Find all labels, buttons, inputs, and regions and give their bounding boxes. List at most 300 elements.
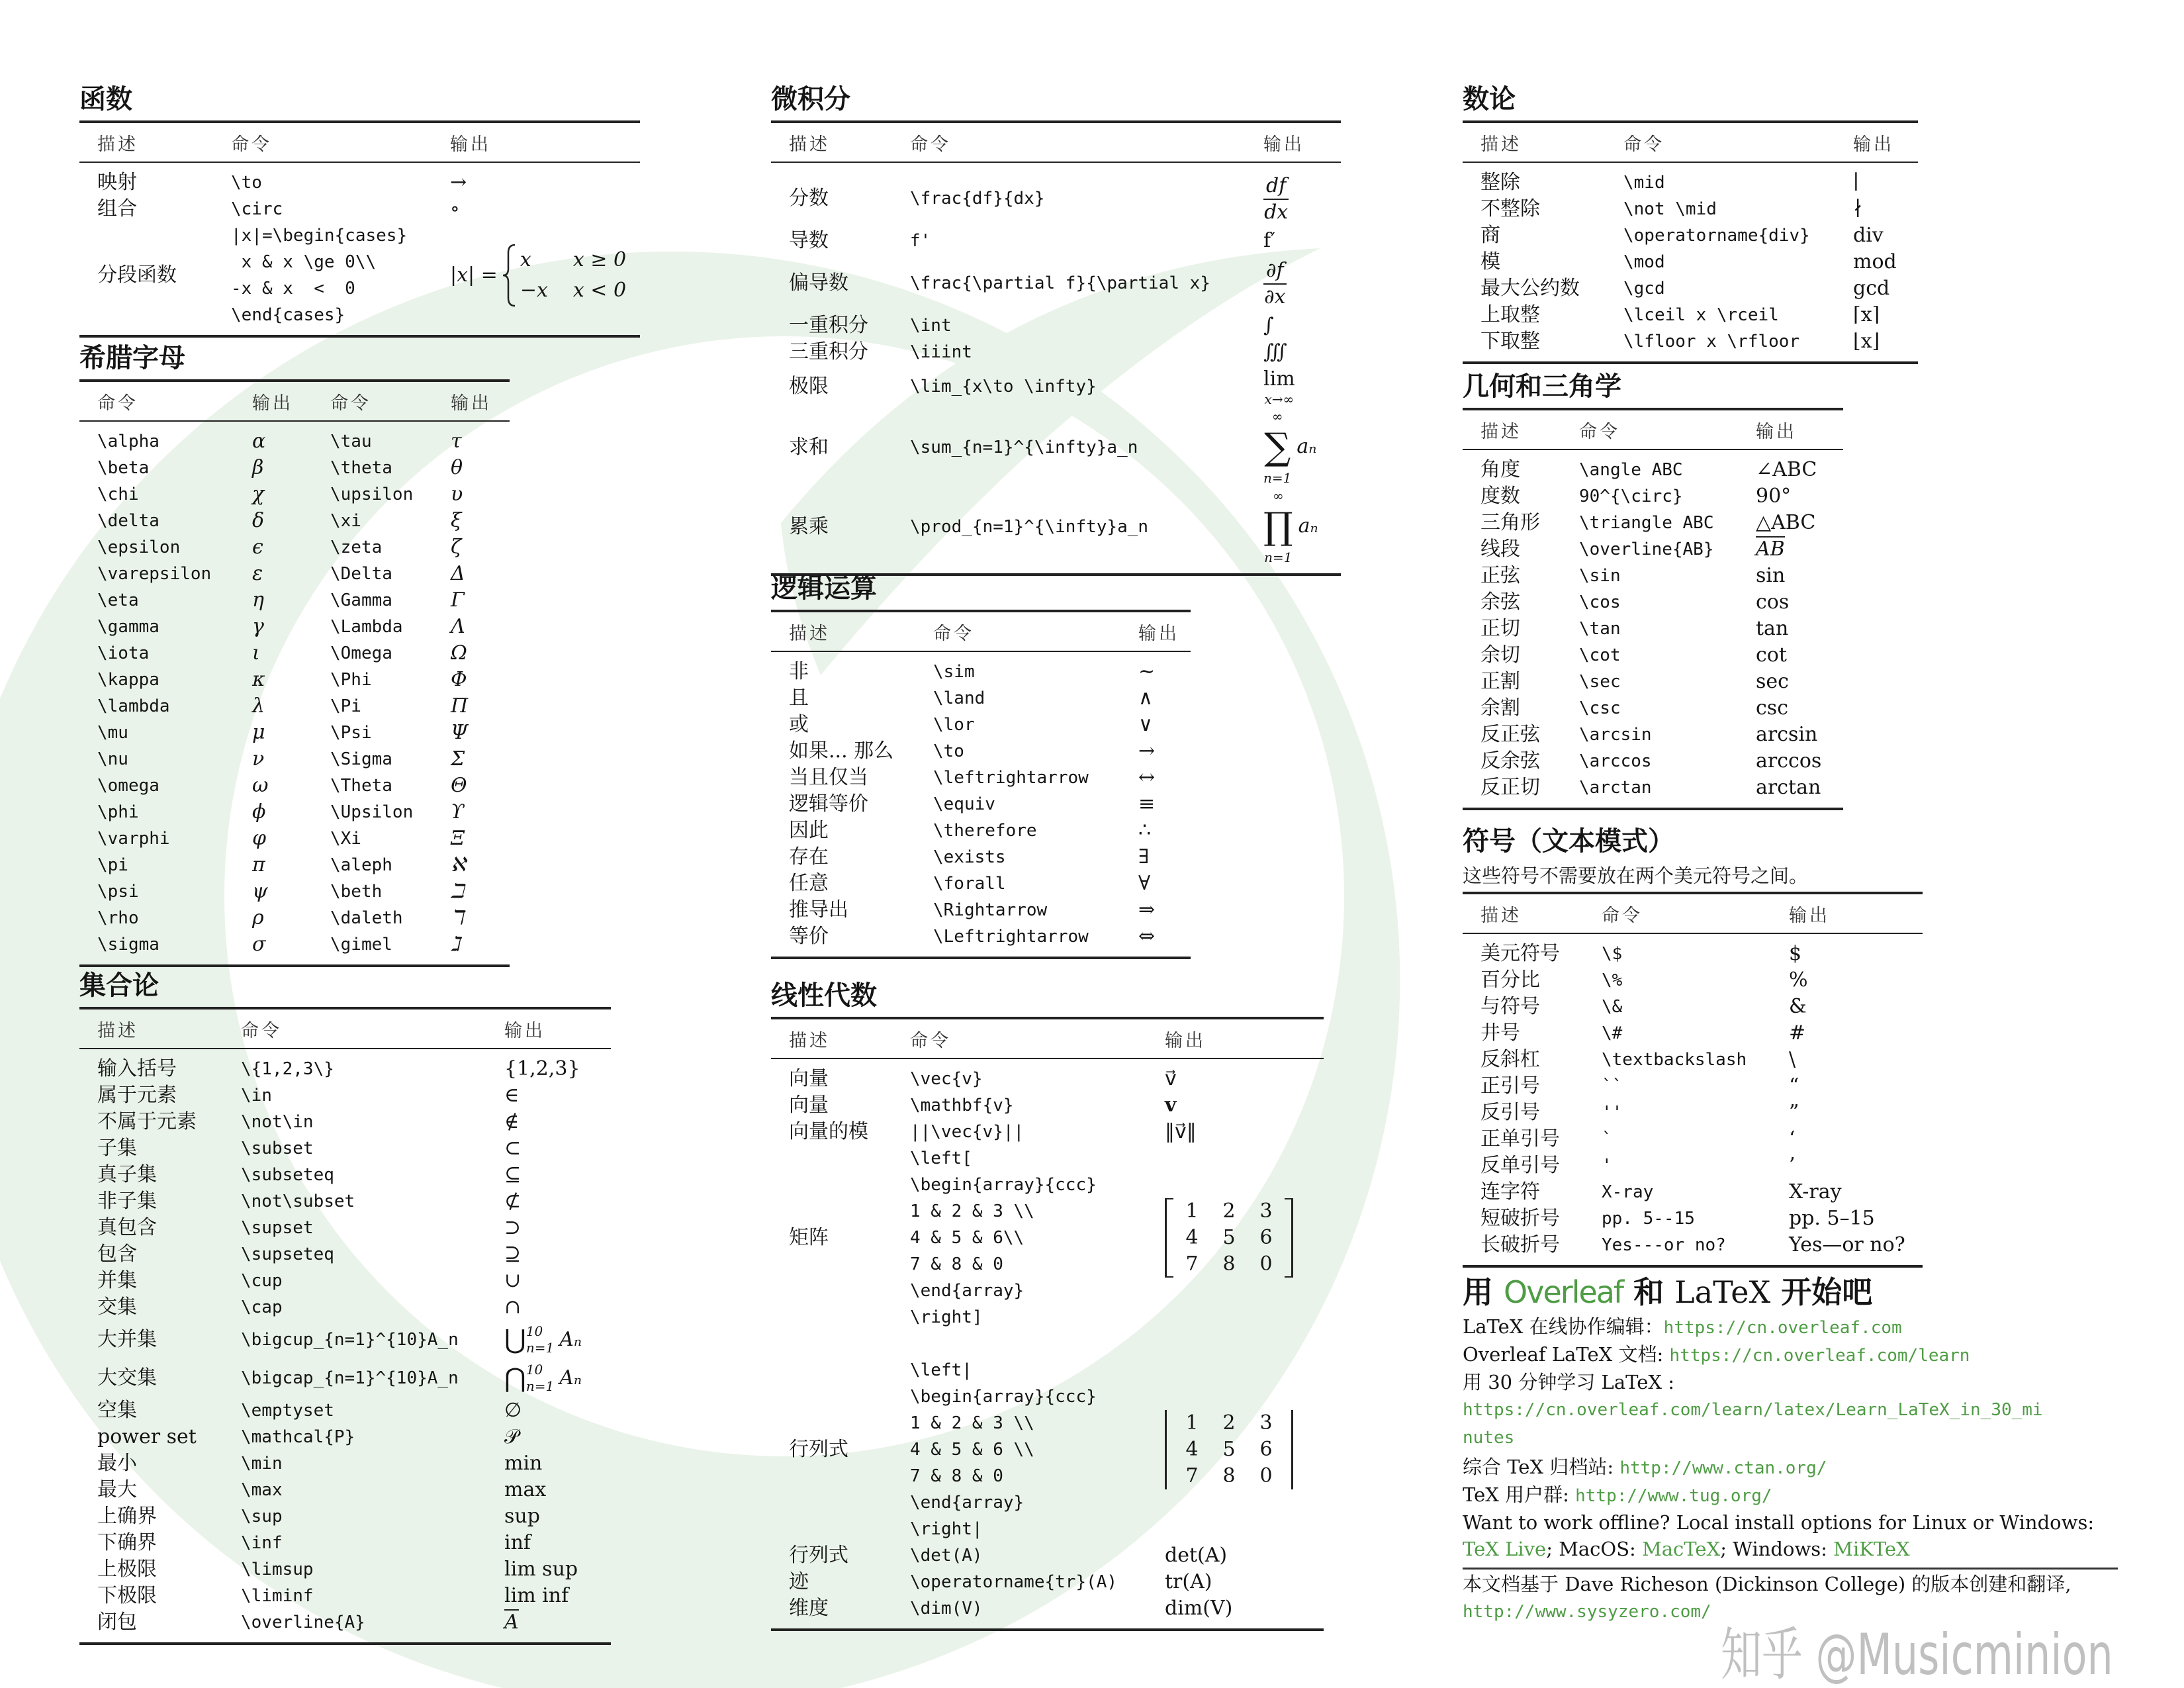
output-symbol: ω [252, 774, 269, 797]
output-symbol: cos [1756, 590, 1790, 614]
column-header: 命令 [330, 393, 371, 414]
section-title: 符号（文本模式） [1463, 826, 1674, 857]
output-lim [1263, 366, 1341, 408]
column-header: 命令 [1623, 134, 1664, 155]
table-row [1463, 222, 1918, 249]
command-text: \subset [241, 1139, 314, 1158]
column-header: 输出 [1756, 421, 1797, 442]
link[interactable]: http://www.sysyzero.com/ [1463, 1602, 1711, 1622]
limit-subscript: x→∞ [1264, 391, 1295, 407]
description: 导数 [789, 229, 829, 252]
section-greek [79, 337, 510, 967]
output-symbol: ⊄ [504, 1190, 522, 1213]
latex-logo: LaTeX [1674, 1274, 1771, 1310]
description: 等价 [789, 925, 829, 948]
table-body [79, 163, 640, 335]
command-text: \Gamma [330, 590, 392, 610]
overleaf-promo [1463, 1271, 2151, 1625]
table-row [79, 720, 510, 746]
command-text: \forall [933, 874, 1006, 894]
output-symbol: ϕ [252, 800, 266, 823]
output-symbol: ∼ [1138, 660, 1156, 683]
command-line: 7 & 8 & 0 [910, 1254, 1003, 1274]
section-geo [1463, 365, 1843, 810]
table-bottom-rule [1463, 361, 1918, 364]
command-text: \varepsilon [97, 564, 212, 584]
command-text: \csc [1579, 698, 1621, 718]
command-text: `` [1602, 1076, 1623, 1096]
software-link[interactable]: MiKTeX [1833, 1538, 1910, 1560]
table-header [771, 123, 1341, 162]
command-line: |x|=\begin{cases} [231, 226, 408, 246]
command-text: \alpha [97, 432, 159, 451]
output-symbol: ℷ [451, 933, 460, 956]
command-text: ||\vec{v}|| [910, 1122, 1024, 1142]
command-line: \right| [910, 1519, 983, 1539]
table-row [79, 222, 640, 328]
output-symbol: ⇔ [1138, 925, 1156, 948]
table-row [1463, 563, 1843, 589]
table-row [79, 587, 510, 614]
description: 真包含 [97, 1216, 157, 1239]
table-row [79, 667, 510, 693]
command-text: \theta [330, 458, 392, 478]
column-header: 描述 [1480, 905, 1522, 926]
table-row [79, 1583, 611, 1609]
output-symbol: → [450, 171, 467, 194]
command-text: \gimel [330, 935, 392, 955]
link[interactable]: http://www.ctan.org/ [1619, 1458, 1827, 1478]
description: 长破折号 [1480, 1233, 1560, 1256]
output-symbol: arctan [1756, 776, 1821, 799]
heading-suffix: 开始吧 [1781, 1274, 1873, 1310]
section-title: 线性代数 [771, 980, 877, 1011]
resource-line [1463, 1341, 2151, 1369]
table-row [1463, 1126, 1923, 1152]
table-row [771, 923, 1191, 950]
output-symbol: lim sup [504, 1558, 578, 1581]
description: 井号 [1480, 1021, 1520, 1045]
section-sym [1463, 820, 1923, 1268]
description: 大并集 [97, 1328, 157, 1351]
table-row [79, 1609, 611, 1636]
table-row [79, 1397, 611, 1424]
command-line: 4 & 5 & 6\\ [910, 1228, 1024, 1248]
table-row [79, 1082, 611, 1109]
table-row [1463, 669, 1843, 695]
command-text: \bigcap_{n=1}^{10}A_n [241, 1368, 459, 1388]
section-set [79, 964, 611, 1645]
output-symbol: → [1138, 739, 1156, 763]
output-symbol: ℶ [451, 880, 465, 903]
description: 余割 [1480, 696, 1520, 720]
output-symbol: ∤ [1853, 197, 1863, 220]
matrix-entry: 7 [1185, 1252, 1199, 1276]
output-symbol: ℸ [451, 906, 464, 929]
column-header: 输出 [450, 134, 491, 155]
command-text: \rho [97, 908, 139, 928]
output-symbol: arccos [1756, 749, 1822, 773]
table-row [79, 455, 510, 481]
description: 正弦 [1480, 564, 1520, 587]
table-body [1463, 163, 1918, 361]
heading-mid: 和 [1633, 1274, 1664, 1310]
command-text [910, 1357, 1165, 1542]
resource-line [1463, 1313, 2151, 1341]
matrix-entry: 7 [1185, 1464, 1199, 1487]
link[interactable]: http://www.tug.org/ [1575, 1486, 1772, 1506]
table-row [79, 1268, 611, 1294]
description: 百分比 [1480, 968, 1540, 992]
line-text: ; Windows: [1720, 1538, 1834, 1560]
command-text: \Xi [330, 829, 361, 849]
table-row [771, 487, 1341, 567]
command-text: \bigcup_{n=1}^{10}A_n [241, 1330, 459, 1350]
command-text: \beta [97, 458, 150, 478]
output-bold [1165, 1092, 1324, 1119]
command-text: \det(A) [910, 1546, 983, 1566]
command-text: \omega [97, 776, 159, 796]
output-symbol: 90° [1756, 485, 1792, 508]
command-line: \right] [910, 1307, 983, 1327]
output-symbol: Θ [451, 774, 467, 797]
table-row [79, 1109, 611, 1135]
command-text: \sec [1579, 672, 1621, 692]
matrix-entry: 0 [1259, 1464, 1273, 1487]
resource-line [1463, 1571, 2151, 1597]
description: 大交集 [97, 1366, 157, 1389]
description: 属于元素 [97, 1084, 177, 1107]
table-row [771, 365, 1341, 408]
table-row [771, 659, 1191, 685]
description: 非 [789, 660, 809, 683]
command-text: \nu [97, 749, 128, 769]
output-symbol: ∭ [1263, 340, 1287, 363]
output-symbol: # [1789, 1021, 1806, 1045]
description: 存在 [789, 845, 829, 868]
output-symbol: lim inf [504, 1584, 569, 1607]
output-symbol: max [504, 1478, 547, 1501]
overlined-text: AB [1756, 538, 1785, 561]
line-text: 用 30 分钟学习 LaTeX : [1463, 1371, 1674, 1393]
denominator: dx [1264, 200, 1289, 224]
column-header: 命令 [1602, 905, 1643, 926]
command-text: \dim(V) [910, 1599, 983, 1618]
command-text: X-ray [1602, 1182, 1654, 1202]
table-row [79, 534, 510, 561]
command-text: \sum_{n=1}^{\infty}a_n [910, 438, 1138, 457]
command-text: \varphi [97, 829, 170, 849]
command-text: \Omega [330, 643, 392, 663]
column-header: 描述 [97, 134, 138, 155]
command-text: \triangle ABC [1579, 513, 1714, 533]
command-text: \prod_{n=1}^{\infty}a_n [910, 517, 1149, 537]
table-row [1463, 169, 1918, 196]
output-symbol: ⊆ [504, 1163, 522, 1186]
description: 分段函数 [97, 263, 177, 287]
command-text: \delta [97, 511, 159, 531]
link[interactable]: https://cn.overleaf.com/learn [1669, 1346, 1970, 1366]
table-row [1463, 1179, 1923, 1205]
output-symbol: β [252, 456, 264, 479]
command-text: ' [1602, 1156, 1612, 1176]
command-text: \cup [241, 1271, 283, 1291]
output-symbol: ⊃ [504, 1216, 522, 1239]
command-text: \gamma [97, 617, 159, 637]
output-symbol: ⊇ [504, 1243, 522, 1266]
table-row [79, 1162, 611, 1188]
table-bottom-rule [771, 957, 1191, 959]
table-row [771, 765, 1191, 791]
table-row [1463, 483, 1843, 510]
inline-operator [504, 1362, 582, 1395]
output-symbol: min [504, 1452, 543, 1475]
command-text [910, 1145, 1165, 1331]
matrix-entry: 3 [1259, 1411, 1273, 1434]
command-text: \Sigma [330, 749, 392, 769]
big-operator [1263, 488, 1293, 566]
column-header: 命令 [933, 623, 974, 644]
table-row [79, 852, 510, 878]
table-row [1463, 589, 1843, 616]
description: 上确界 [97, 1505, 157, 1528]
output-inlineop [504, 1323, 611, 1356]
command-text: \Pi [330, 696, 361, 716]
output-frac [1263, 173, 1341, 225]
description: 非子集 [97, 1190, 157, 1213]
description: 短破折号 [1480, 1207, 1560, 1230]
table-row [1463, 1232, 1923, 1258]
overlined-text: A [504, 1611, 519, 1634]
output-symbol: ν [252, 747, 265, 771]
description: 正单引号 [1480, 1127, 1560, 1150]
upper-limit: 10 [525, 1323, 543, 1339]
output-symbol: ∠ABC [1756, 458, 1817, 481]
description: 商 [1480, 224, 1500, 247]
matrix-entry: 2 [1222, 1411, 1236, 1434]
section-note: 这些符号不需要放在两个美元符号之间。 [1463, 865, 1809, 887]
fraction [1263, 173, 1289, 225]
table-row [771, 897, 1191, 923]
table-row [1463, 774, 1843, 801]
command-text: \Psi [330, 723, 372, 743]
case-condition: x < 0 [572, 279, 627, 302]
command-text: \sin [1579, 566, 1621, 586]
output-symbol: X-ray [1789, 1180, 1842, 1203]
command-text: \supseteq [241, 1244, 334, 1264]
matrix-entry: 8 [1222, 1464, 1236, 1487]
command-text: \frac{df}{dx} [910, 189, 1045, 209]
description: 最大 [97, 1478, 137, 1501]
output-symbol: ζ [451, 536, 462, 559]
output-symbol: ” [1789, 1101, 1799, 1124]
command-line: 1 & 2 & 3 \\ [910, 1201, 1034, 1221]
matrix-entry: 8 [1222, 1252, 1236, 1276]
case-condition: x ≥ 0 [572, 248, 627, 271]
output-symbol: λ [252, 694, 265, 718]
description: 因此 [789, 819, 829, 842]
output-symbol: pp. 5–15 [1789, 1207, 1875, 1230]
command-text: \lim_{x\to \infty} [910, 377, 1097, 397]
output-symbol: ∧ [1138, 686, 1153, 710]
table-row [1463, 457, 1843, 483]
command-text: \# [1602, 1023, 1623, 1043]
command-text: \cap [241, 1297, 283, 1317]
link[interactable]: https://cn.overleaf.com/learn/latex/Learn_LaTeX_in_30_minutes [1463, 1400, 2043, 1448]
output-symbol: Ω [451, 641, 467, 665]
case-value: x [520, 248, 531, 271]
output-matrix [1165, 1198, 1324, 1278]
table-row [771, 1542, 1324, 1569]
inline-operator [504, 1323, 582, 1356]
command-line: \left| [910, 1360, 972, 1380]
table-row [79, 773, 510, 799]
command-text: \leftrightarrow [933, 768, 1089, 788]
table-row [79, 1477, 611, 1503]
output-symbol: % [1789, 968, 1808, 992]
command-text: \pi [97, 855, 128, 875]
matrix-entry: 4 [1185, 1438, 1199, 1461]
command-text: \liminf [241, 1586, 314, 1606]
output-symbol: ∘ [450, 197, 460, 220]
output-symbol: 𝒫 [504, 1425, 519, 1448]
command-text: \daleth [330, 908, 403, 928]
command-text: \circ [231, 199, 283, 219]
command-text: \iiint [910, 342, 972, 362]
command-line: \begin{array}{ccc} [910, 1175, 1097, 1195]
output-symbol: ∩ [504, 1295, 522, 1319]
table-row [79, 1215, 611, 1241]
table-row [771, 254, 1341, 312]
table-row [79, 1321, 611, 1359]
command-text: \lfloor x \rfloor [1623, 332, 1800, 352]
description: 反余弦 [1480, 749, 1540, 773]
operator-symbol: ⋃ [504, 1325, 526, 1355]
column-header: 输出 [1138, 623, 1179, 644]
table-row [1463, 748, 1843, 774]
command-text: \Lambda [330, 617, 403, 637]
command-text: \not \mid [1623, 199, 1717, 219]
command-text: pp. 5--15 [1602, 1209, 1695, 1229]
table-row [79, 196, 640, 222]
description: 求和 [789, 436, 829, 459]
column-header: 输出 [1165, 1030, 1206, 1051]
section-logic [771, 567, 1191, 959]
denominator: ∂x [1264, 285, 1286, 308]
output-symbol: κ [252, 668, 265, 691]
command-text: \textbackslash [1602, 1050, 1747, 1070]
command-text: \emptyset [241, 1401, 334, 1421]
table-row [79, 1359, 611, 1397]
section-title: 希腊字母 [79, 343, 185, 373]
table-row [1463, 1073, 1923, 1100]
output-inlineop [504, 1362, 611, 1395]
table-header [771, 612, 1191, 651]
command-text: \operatorname{div} [1623, 226, 1810, 246]
output-symbol: ∈ [504, 1084, 520, 1107]
software-link[interactable]: MacTeX [1642, 1538, 1721, 1560]
table-row [79, 1294, 611, 1321]
output-symbol: υ [451, 483, 463, 506]
output-symbol: ⌈x⌉ [1853, 303, 1880, 326]
footer-divider [1463, 1568, 2118, 1570]
output-symbol: ι [252, 641, 260, 665]
output-symbol: ρ [252, 906, 264, 929]
operator-symbol: ∏ [1263, 505, 1293, 548]
description: 推导出 [789, 898, 848, 921]
overleaf-heading [1463, 1271, 2151, 1313]
zhihu-watermark: 知乎 @Musicminion [1721, 1622, 2113, 1688]
lower-limit: n=1 [525, 1340, 555, 1356]
table-row [1463, 1205, 1923, 1232]
description: 逻辑等价 [789, 792, 868, 816]
command-text: \cos [1579, 592, 1621, 612]
description: 累乘 [789, 515, 829, 538]
command-line: 1 & 2 & 3 \\ [910, 1413, 1034, 1433]
matrix-entry: 5 [1222, 1438, 1236, 1461]
description: 映射 [97, 171, 137, 194]
description: 任意 [789, 872, 829, 895]
description: 美元符号 [1480, 942, 1560, 965]
table-row [771, 1595, 1324, 1622]
command-text: Yes---or no? [1602, 1235, 1726, 1255]
command-text: \to [933, 741, 964, 761]
case-value: −x [520, 279, 548, 302]
command-text: \Upsilon [330, 802, 414, 822]
output-symbol: Ψ [451, 721, 469, 744]
determinant [1165, 1410, 1293, 1489]
command-text: \Phi [330, 670, 372, 690]
command-text: \beth [330, 882, 383, 902]
output-symbol: Φ [451, 668, 467, 691]
command-text: \vec{v} [910, 1069, 983, 1089]
description: 下确界 [97, 1531, 157, 1554]
command-text: \operatorname{tr}(A) [910, 1572, 1118, 1592]
command-text: \phi [97, 802, 139, 822]
table-row [1463, 642, 1843, 669]
piecewise-function [450, 244, 626, 307]
output-symbol: f′ [1263, 229, 1275, 252]
command-line: x & x \ge 0\\ [231, 252, 377, 272]
limit [1263, 367, 1295, 408]
table-row [1463, 616, 1843, 642]
output-symbol: ∨ [1138, 713, 1153, 736]
column-header: 输出 [1853, 134, 1894, 155]
resource-line [1463, 1395, 2048, 1451]
table-body [771, 1059, 1324, 1628]
limits [526, 1362, 554, 1395]
column-header: 命令 [97, 393, 138, 414]
command-text: \limsup [241, 1560, 314, 1579]
cases-grid [520, 245, 626, 306]
heading-prefix: 用 [1463, 1274, 1493, 1310]
table-bottom-rule [1463, 1265, 1923, 1268]
link[interactable]: https://cn.overleaf.com [1663, 1318, 1902, 1338]
table-header [1463, 894, 1923, 933]
table-row [79, 169, 640, 196]
command-text: \chi [97, 485, 139, 504]
output-symbol: & [1789, 995, 1807, 1018]
description: 且 [789, 686, 809, 710]
output-symbol: ∴ [1138, 819, 1152, 842]
table-row [771, 1092, 1324, 1119]
overleaf-logo[interactable]: Overleaf [1504, 1274, 1623, 1310]
description: 并集 [97, 1269, 137, 1292]
software-link[interactable]: TeX Live [1463, 1538, 1547, 1560]
output-symbol: Ξ [451, 827, 465, 850]
command-text: \% [1602, 970, 1623, 990]
command-text: \not\subset [241, 1192, 355, 1211]
